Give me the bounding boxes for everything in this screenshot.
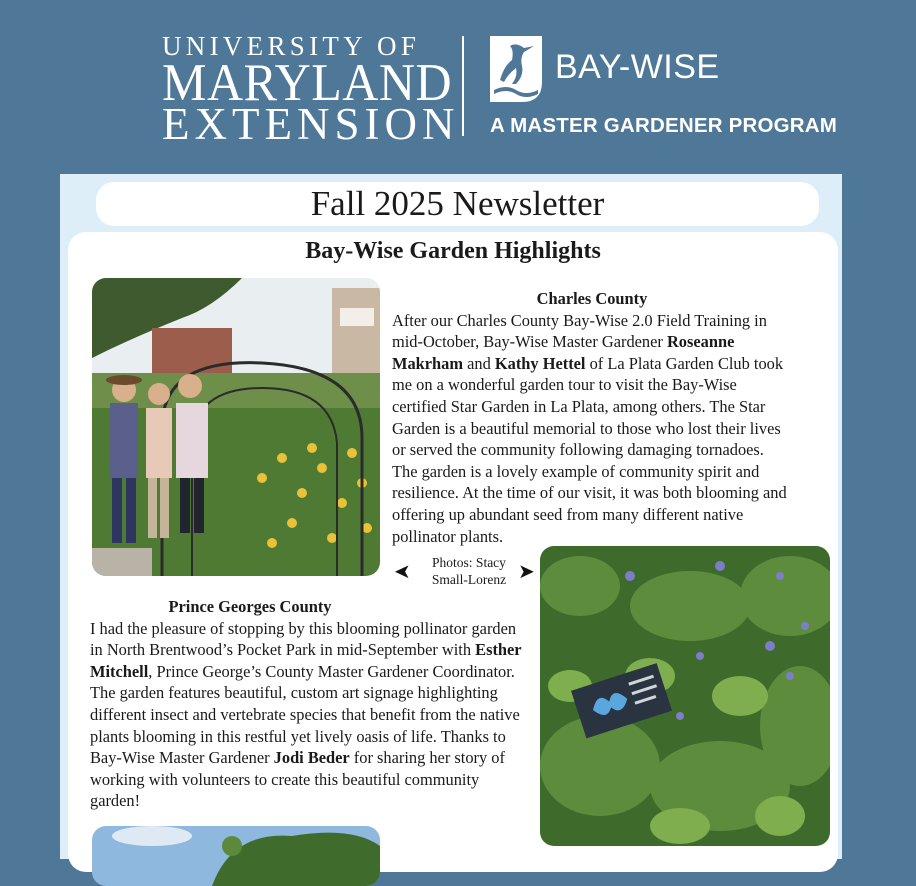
charles-county-body xyxy=(392,310,792,548)
charles-county-article xyxy=(392,288,792,547)
prince-georges-article xyxy=(90,596,530,812)
pocket-park-sign-photo xyxy=(540,546,830,846)
prince-georges-heading: Prince Georges County xyxy=(168,597,332,616)
prince-text-3: for sharing her story of working with volunteers to create this beautiful community garden! xyxy=(90,748,505,811)
newsletter-title: Fall 2025 Newsletter xyxy=(310,184,605,223)
arrow-left-icon[interactable]: ➤ xyxy=(394,559,411,583)
section-title: Bay-Wise Garden Highlights xyxy=(305,238,601,264)
prince-name-jodi: Jodi Beder xyxy=(273,748,350,768)
prince-georges-body xyxy=(90,618,530,812)
arrow-right-icon[interactable]: ➤ xyxy=(518,559,535,583)
baywise-name: BAY-WISE xyxy=(555,48,720,86)
photo-credit-carousel xyxy=(394,554,542,590)
charles-text-2: and xyxy=(463,353,495,373)
prince-text-1: I had the pleasure of stopping by this blooming pollinator garden in North Brentwood’s Pocket Park in mid-September with xyxy=(90,618,517,660)
charles-county-garden-photo xyxy=(92,278,380,576)
baywise-tagline: A MASTER GARDENER PROGRAM xyxy=(490,114,838,137)
charles-county-heading: Charles County xyxy=(536,289,648,308)
prince-text-2: , Prince George’s County Master Gardener Coordinator. The garden features beautiful, custom art signage highlighting different insect and vertebrate species that benefit from the native plants blooming in this restful yet lively oasis of life. Thanks to Bay-Wise Master Gardener xyxy=(90,661,520,768)
umd-extension-logo xyxy=(162,31,460,149)
logo-divider xyxy=(462,36,464,136)
highlights-card xyxy=(68,232,838,872)
umd-logo-line-2: MARYLAND xyxy=(162,52,453,112)
newsletter-title-box xyxy=(96,182,819,226)
umd-logo-line-3: EXTENSION xyxy=(162,99,460,149)
charles-name-kathy: Kathy Hettel xyxy=(494,353,586,373)
umd-logo-line-1: UNIVERSITY OF xyxy=(162,31,421,61)
next-garden-photo xyxy=(92,826,380,886)
prince-name-esther: Esther Mitchell xyxy=(90,640,522,681)
charles-name-roseanne: Roseanne Makrham xyxy=(392,332,735,373)
newsletter-panel xyxy=(60,174,842,859)
photo-credit: Photos: Stacy Small-Lorenz xyxy=(431,555,507,587)
charles-text-1: After our Charles County Bay-Wise 2.0 Field Training in mid-October, Bay-Wise Master Gardener xyxy=(392,310,767,352)
heron-icon xyxy=(490,36,542,102)
page-header xyxy=(0,0,916,174)
charles-text-3: of La Plata Garden Club took me on a wonderful garden tour to visit the Bay-Wise certified Star Garden in La Plata, among others. The Star Garden is a beautiful memorial to those who lost their lives or served the community following damaging tornadoes. The garden is a lovely example of community spirit and resilience. At the time of our visit, it was both blooming and offering up abundant seed from many different native pollinator plants. xyxy=(392,353,787,546)
